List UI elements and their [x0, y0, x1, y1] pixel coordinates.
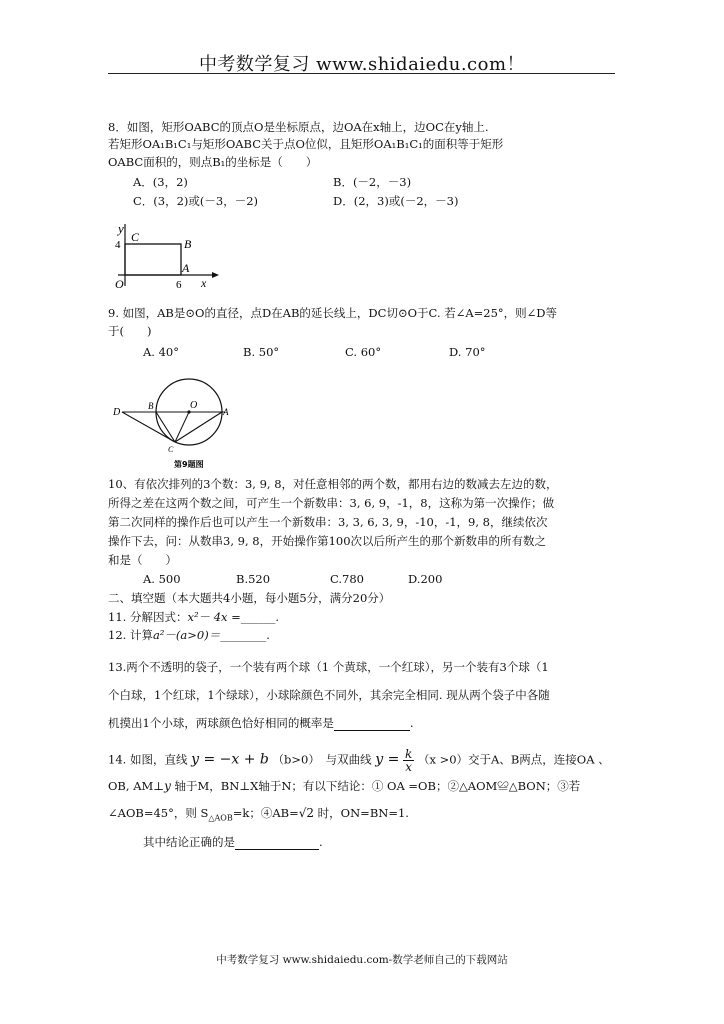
q14-line3a: ∠AOB=45°，则 S [108, 806, 209, 820]
q8-line1: 8．如图，矩形OABC的顶点O是坐标原点，边OA在x轴上，边OC在y轴上. [108, 120, 489, 134]
q10-line5: 和是（ ） [108, 553, 177, 567]
q8-option-a: A．(3，2) [133, 175, 188, 189]
rectangle-oabc [125, 244, 181, 275]
label-b: B [148, 401, 154, 411]
q14-line3-subscript: △AOB [208, 813, 233, 823]
label-6: 6 [176, 279, 182, 291]
q9-option-b: B. 50° [243, 345, 280, 359]
q9-option-a: A. 40° [143, 345, 179, 359]
page-footer: 中考数学复习 www.shidaiedu.com-数学老师自己的下载网站 [216, 954, 508, 966]
q10-option-c: C.780 [330, 572, 364, 586]
q11-prefix: 11. 分解因式： [108, 610, 188, 624]
q13-line2: 个白球，1个红球，1个绿球），小球除颜色不同外，其余完全相同. 现从两个袋子中各随 [108, 688, 550, 702]
q13-line3-text: 机摸出1个小球，两球颜色恰好相同的概率是 [108, 716, 334, 730]
q8-option-c: C．(3，2)或(－3，－2) [133, 194, 259, 208]
q14-sqrt: √2 [298, 806, 315, 820]
q12-answer-blank: ________ [220, 628, 267, 642]
label-y: y [118, 222, 124, 236]
q9-option-d: D. 70° [449, 345, 486, 359]
page-header-title: 中考数学复习 www.shidaiedu.com！ [198, 54, 526, 75]
q14-condition-open: （ [417, 752, 430, 767]
q8-line3: OABC面积的，则点B₁的坐标是（ ） [108, 155, 318, 169]
q8-line2: 若矩形OA₁B₁C₁与矩形OABC关于点O位似，且矩形OA₁B₁C₁的面积等于矩形 [108, 137, 504, 151]
q13-line3 [108, 716, 413, 731]
chord-bc [156, 412, 175, 442]
q8-option-b: B．(－2，－3) [333, 175, 412, 189]
q14-lead: 14. 如图，直线 [108, 752, 188, 767]
q10-option-a: A. 500 [143, 572, 181, 586]
section-2-title: 二、填空题（本大题共4小题，每小题5分，满分20分） [108, 591, 391, 605]
q11-expression: x²－ 4x = [187, 610, 241, 624]
q14-answer-blank [235, 835, 319, 850]
label-x: x [201, 276, 207, 290]
q11-answer-blank: ______ [240, 610, 276, 624]
header-rule [108, 73, 615, 74]
label-c: C [131, 230, 140, 244]
q9-option-c: C. 60° [345, 345, 382, 359]
q10-option-b: B.520 [236, 572, 271, 586]
label-o: O [115, 277, 124, 291]
q14-line2 [108, 779, 580, 793]
label-a: A [223, 407, 229, 417]
q8-rectangle-figure [112, 222, 222, 292]
q14-fraction-numerator: k [405, 747, 413, 761]
q14-line-equation: y = −x + b [191, 751, 269, 768]
q9-circle-figure [110, 375, 240, 470]
q14-line3b: =k；④AB= [232, 806, 299, 820]
q14-line4-text: 其中结论正确的是 [143, 835, 235, 849]
q14-hyperbola-y: y = [375, 751, 400, 768]
q13-period: . [409, 716, 414, 730]
q10-line3: 第二次同样的操作后也可以产生一个新数串：3, 3, 6, 3, 9，-10，-1，9, 8，继续依次 [108, 515, 548, 529]
q14-fraction-denominator: x [405, 760, 413, 774]
q10-line2: 所得之差在这两个数之间，可产生一个新数串：3, 6, 9，-1，8，这称为第一次操作；做 [108, 496, 555, 510]
q14-line2-y: y [164, 779, 171, 793]
q14-line1 [108, 748, 610, 773]
q13-answer-blank [334, 716, 410, 731]
label-4: 4 [115, 239, 121, 251]
q9-line1: 9. 如图，AB是⊙O的直径，点D在AB的延长线上，DC切⊙O于C. 若∠A=25°，则∠D等 [108, 306, 558, 320]
q12-question: 12. 计算a²－(a>0)＝________. [108, 628, 270, 642]
q11-question: 11. 分解因式：x²－ 4x =______. [108, 610, 279, 624]
q14-line4 [143, 835, 323, 850]
q9-line2: 于( ) [108, 324, 152, 338]
q14-line2a: OB, AM⊥ [108, 779, 165, 793]
q10-line1: 10、有依次排列的3个数：3, 9, 8，对任意相邻的两个数，都用右边的数减去左边的数， [108, 477, 558, 491]
q10-option-d: D.200 [408, 572, 443, 586]
q14-line3c: 时，ON=BN=1. [314, 806, 409, 820]
q14-line3 [108, 806, 409, 825]
q12-expression: a²－(a>0)＝ [152, 628, 221, 642]
tangent-dc [122, 412, 175, 442]
q10-line4: 操作下去，问：从数串3, 9, 8，开始操作第100次以后所产生的那个新数串的所有数之 [108, 534, 547, 548]
q14-fraction [403, 748, 414, 773]
q14-period: . [319, 835, 323, 849]
q13-line1: 13.两个不透明的袋子，一个装有两个球（1 个黄球，一个红球），另一个装有3个球（1 [108, 660, 549, 674]
label-b: B [184, 237, 192, 251]
label-c: C [168, 445, 174, 454]
label-a: A [182, 261, 190, 275]
q14-line2b: 轴于M，BN⊥X轴于N；有以下结论：① OA =OB；②△AOM≌△BON；③若 [170, 779, 581, 793]
q14-condition-x: x >0）交于A、B两点，连接OA 、 [429, 752, 610, 767]
label-d: D [113, 407, 121, 418]
label-o: O [190, 400, 198, 411]
figure-caption: 第9题图 [174, 460, 204, 469]
q8-option-d: D．(2，3)或(－2，－3) [333, 194, 459, 208]
q14-condition: （b>0） 与双曲线 [272, 752, 372, 767]
x-axis-arrow [212, 272, 219, 278]
q12-prefix: 12. 计算 [108, 628, 153, 642]
